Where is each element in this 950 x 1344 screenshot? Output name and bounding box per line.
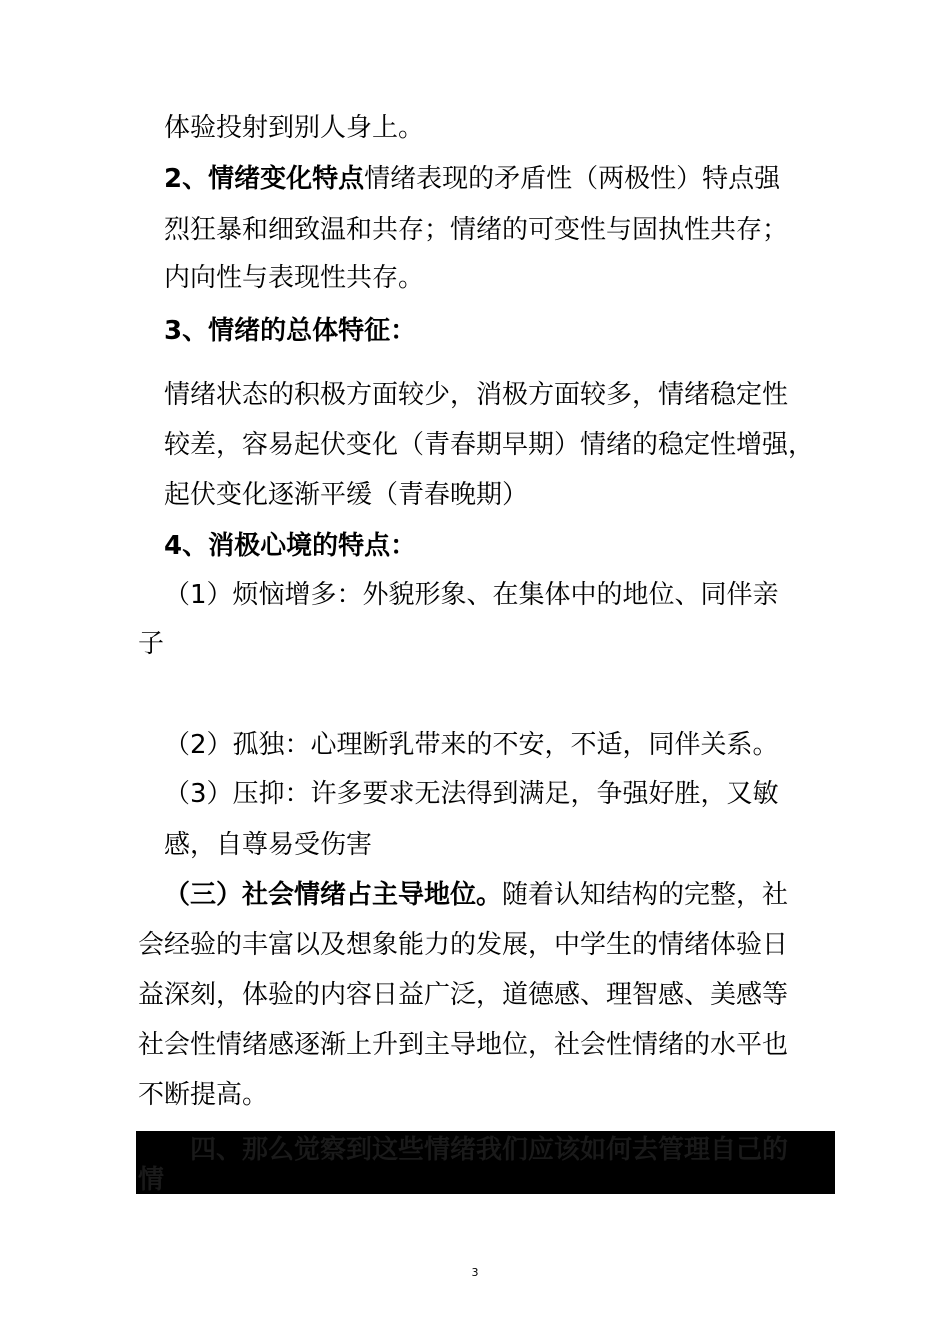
list-item-1: （1）烦恼增多：外貌形象、在集体中的地位、同伴亲 bbox=[164, 580, 779, 610]
list-item-1-continuation: 子 bbox=[138, 629, 165, 659]
highlighted-heading-block bbox=[136, 1131, 835, 1194]
section-2-line bbox=[164, 162, 780, 196]
text-line: 内向性与表现性共存。 bbox=[164, 263, 425, 293]
list-item-3: （3）压抑：许多要求无法得到满足，争强好胜，又敏 bbox=[164, 779, 779, 809]
part-3-text: 随着认知结构的完整，社 bbox=[502, 880, 789, 910]
section-2-number: 2、 bbox=[164, 164, 209, 194]
text-line: 会经验的丰富以及想象能力的发展，中学生的情绪体验日 bbox=[138, 930, 789, 960]
section-2-heading: 情绪变化特点 bbox=[208, 164, 365, 194]
text-line: 起伏变化逐渐平缓（青春晚期） bbox=[164, 480, 529, 510]
list-item-3-continuation: 感，自尊易受伤害 bbox=[164, 830, 373, 860]
text-line: 情绪状态的积极方面较少，消极方面较多，情绪稳定性 bbox=[164, 380, 789, 410]
part-3-heading: （三）社会情绪占主导地位。 bbox=[164, 880, 503, 910]
section-3-heading: 3、情绪的总体特征： bbox=[164, 316, 417, 346]
section-4-heading: 4、消极心境的特点： bbox=[164, 531, 417, 561]
part-3-line bbox=[164, 878, 788, 912]
text-line: 体验投射到别人身上。 bbox=[164, 113, 425, 143]
heading-4-line-1: 四、那么觉察到这些情绪我们应该如何去管理自己的 bbox=[190, 1135, 789, 1165]
text-line: 社会性情绪感逐渐上升到主导地位，社会性情绪的水平也 bbox=[138, 1030, 789, 1060]
heading-4-line-2: 情 bbox=[138, 1165, 165, 1194]
text-line: 不断提高。 bbox=[138, 1080, 269, 1110]
section-2-text: 情绪表现的矛盾性（两极性）特点强 bbox=[364, 164, 781, 194]
list-item-2: （2）孤独：心理断乳带来的不安，不适，同伴关系。 bbox=[164, 730, 779, 760]
page-number: 3 bbox=[471, 1266, 479, 1279]
text-line: 较差，容易起伏变化（青春期早期）情绪的稳定性增强， bbox=[164, 430, 815, 460]
text-line: 益深刻，体验的内容日益广泛，道德感、理智感、美感等 bbox=[138, 980, 789, 1010]
text-line: 烈狂暴和细致温和共存；情绪的可变性与固执性共存； bbox=[164, 215, 789, 245]
